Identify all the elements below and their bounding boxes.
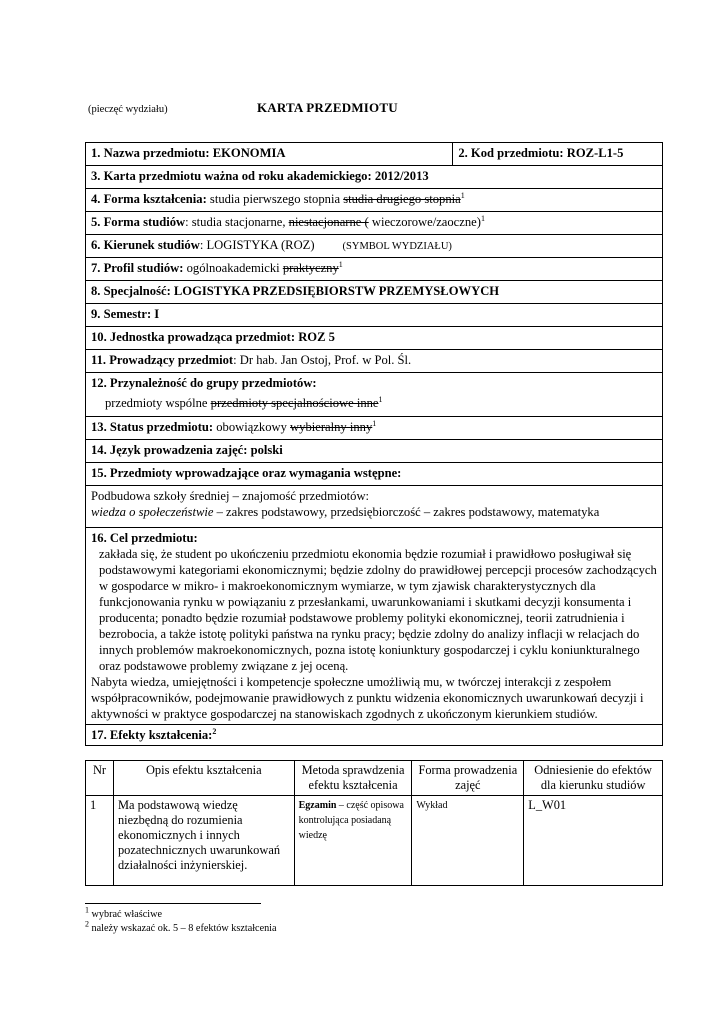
education-form	[86, 189, 663, 212]
unit: 10. Jednostka prowadząca przedmiot: ROZ 5	[86, 327, 663, 350]
valid-year: 3. Karta przedmiotu ważna od roku akademickiego: 2012/2013	[86, 166, 663, 189]
study-form-struck: niestacjonarne (	[288, 215, 369, 229]
col-header-nr: Nr	[86, 761, 114, 796]
subject-group	[86, 373, 663, 417]
course-code: 2. Kod przedmiotu: ROZ-L1-5	[453, 143, 663, 166]
group-value: przedmioty wspólne	[105, 396, 211, 410]
study-form-rest: wieczorowe/zaoczne)	[368, 215, 481, 229]
footnote-num: 1	[85, 905, 89, 915]
group-label: 12. Przynależność do grupy przedmiotów:	[91, 376, 317, 390]
footnote-ref: 2	[212, 726, 217, 736]
footnote-ref: 1	[480, 213, 485, 223]
page-title: KARTA PRZEDMIOTU	[257, 100, 398, 115]
course-goal	[86, 528, 663, 725]
effects-header	[86, 725, 663, 746]
lecturer	[86, 350, 663, 373]
footnote-text: wybrać właściwe	[89, 909, 162, 920]
lecturer-value: : Dr hab. Jan Ostoj, Prof. w Pol. Śl.	[233, 353, 412, 367]
effects-label: 17. Efekty kształcenia:	[91, 728, 213, 742]
prerequisites	[86, 486, 663, 528]
col-header-form: Forma prowadzenia zajęć	[412, 761, 524, 796]
status-value: obowiązkowy	[213, 420, 291, 434]
prerequisites-header: 15. Przedmioty wprowadzające oraz wymagania wstępne:	[86, 463, 663, 486]
goal-text: zakłada się, że student po ukończeniu przedmiotu ekonomia będzie rozumiał i prawidłowo posługiwał się podstawowymi kategoriami ekonomicznymi; będzie zdolny do prawidłowej percepcji procesów zachodzących w gospodarce w mikro- i makroekonomicznym wymiarze, w tym zjawisk charakterystycznych dla funkcjonowania rynku w powiązaniu z przesłankami, uwarunkowaniami i skutkami decyzji konsumenta i producenta; ponadto będzie rozumiał podstawowe problemy polityki ekonomicznej, teorii zatrudnienia i bezrobocia, a także istotę polityki państwa na rynku pracy; będzie zdolny do analizy inflacji w relacjach do innych problemów makroekonomicznych, pozna istotę koniunktury gospodarczej i cyklu koniunkturalnego oraz podstawowe problemy związane z jej oceną.	[99, 547, 657, 673]
effects-table	[85, 760, 663, 886]
field-value: : LOGISTYKA (ROZ)	[199, 238, 315, 252]
profile-label: 7. Profil studiów:	[91, 261, 184, 275]
subject-status	[86, 417, 663, 440]
semester: 9. Semestr: I	[86, 304, 663, 327]
study-form	[86, 212, 663, 235]
table-row	[86, 796, 663, 886]
footnote-2	[85, 919, 277, 934]
education-form-struck: studia drugiego stopnia	[343, 192, 461, 206]
col-header-desc: Opis efektu kształcenia	[113, 761, 294, 796]
profile-struck: praktyczny	[282, 261, 339, 275]
study-form-value: : studia stacjonarne,	[185, 215, 289, 229]
education-form-value: studia pierwszego stopnia	[206, 192, 344, 206]
goal-extra: Nabyta wiedza, umiejętności i kompetencje społeczne umożliwią mu, w twórczej interakcji z zespołem współpracowników, podejmowanie prawidłowych z punktu widzenia ekonomicznych uwarunkowań decyzji i aktywności w praktyce gospodarczej na stanowiskach zgodnych z ukończonym kierunkiem studiów.	[91, 675, 644, 721]
footnote-num: 2	[85, 919, 89, 929]
prerequisites-line2: – zakres podstawowy, przedsiębiorczość – zakres podstawowy, matematyka	[213, 505, 600, 519]
group-struck: przedmioty specjalnościowe inne	[210, 396, 379, 410]
study-form-label: 5. Forma studiów	[91, 215, 186, 229]
course-name: 1. Nazwa przedmiotu: EKONOMIA	[86, 143, 453, 166]
effect-method-rest: – część opisowa kontrolująca posiadaną wiedzę	[298, 800, 404, 841]
status-label: 13. Status przedmiotu:	[91, 420, 214, 434]
language: 14. Język prowadzenia zajęć: polski	[86, 440, 663, 463]
profile-value: ogólnoakademicki	[183, 261, 283, 275]
footnote-divider	[85, 903, 261, 904]
lecturer-label: 11. Prowadzący przedmiot	[91, 353, 234, 367]
col-header-method: Metoda sprawdzenia efektu kształcenia	[294, 761, 412, 796]
effect-ref: L_W01	[524, 796, 663, 886]
stamp-label: (pieczęć wydziału)	[88, 104, 168, 115]
study-profile	[86, 258, 663, 281]
status-struck: wybieralny inny	[290, 420, 373, 434]
faculty-symbol: (SYMBOL WYDZIAŁU)	[342, 241, 452, 252]
course-card-table	[85, 142, 663, 746]
footnote-ref: 1	[338, 259, 343, 269]
footnote-ref: 1	[372, 418, 377, 428]
goal-label: 16. Cel przedmiotu:	[91, 531, 198, 545]
footnote-1	[85, 905, 162, 920]
prerequisites-italic: wiedza o społeczeństwie	[91, 505, 214, 519]
footnote-ref: 1	[378, 394, 383, 404]
effect-method	[294, 796, 412, 886]
footnote-text: należy wskazać ok. 5 – 8 efektów kształcenia	[89, 923, 277, 934]
effect-method-bold: Egzamin	[298, 800, 337, 811]
footnote-ref: 1	[460, 190, 465, 200]
field-of-study	[86, 235, 663, 258]
field-label: 6. Kierunek studiów	[91, 238, 200, 252]
education-form-label: 4. Forma kształcenia:	[91, 192, 207, 206]
prerequisites-line1: Podbudowa szkoły średniej – znajomość przedmiotów:	[91, 489, 370, 503]
specialization: 8. Specjalność: LOGISTYKA PRZEDSIĘBIORSTW PRZEMYSŁOWYCH	[86, 281, 663, 304]
col-header-ref: Odniesienie do efektów dla kierunku studiów	[524, 761, 663, 796]
effect-nr: 1	[86, 796, 114, 886]
effect-form: Wykład	[412, 796, 524, 886]
effect-desc: Ma podstawową wiedzę niezbędną do rozumienia ekonomicznych i innych pozatechnicznych uwarunkowań działalności inżynierskiej.	[113, 796, 294, 886]
